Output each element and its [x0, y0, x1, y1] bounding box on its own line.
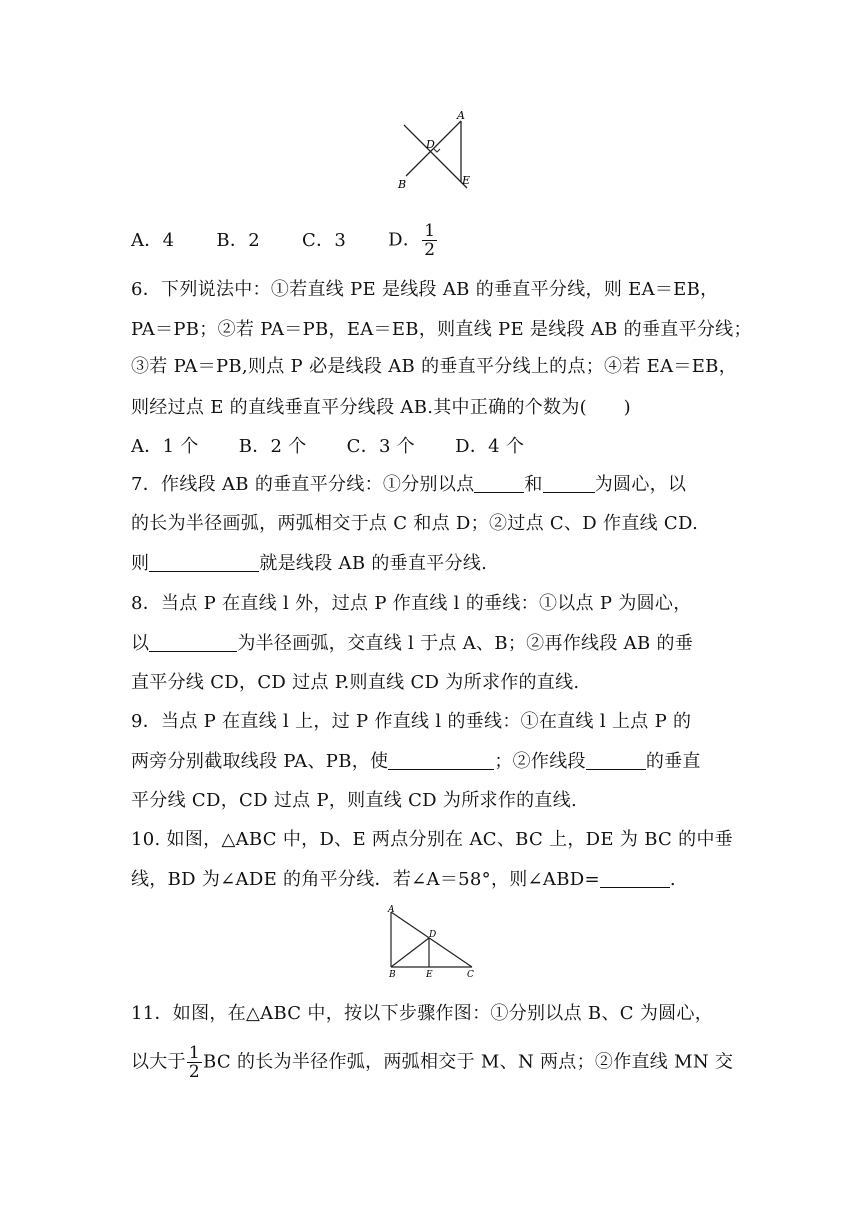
q7-line-2: 的长为半径画弧，两弧相交于点 C 和点 D；②过点 C、D 作直线 CD. — [131, 513, 699, 534]
q11-text-a: 以大于 — [131, 1051, 186, 1073]
q10-text-b: . — [669, 869, 676, 890]
q10-line-1: 10. 如图，△ABC 中，D、E 两点分别在 AC、BC 上，DE 为 BC 的中垂 — [131, 829, 734, 850]
q7-blank-2[interactable] — [543, 474, 595, 493]
fraction-one-half — [422, 222, 437, 259]
q6-options — [131, 435, 731, 459]
fraction-denominator: 2 — [188, 1062, 201, 1082]
label-d: D — [429, 930, 437, 940]
fraction-one-half — [187, 1044, 202, 1081]
q9-line-3: 平分线 CD，CD 过点 P，则直线 CD 为所求作的直线. — [131, 790, 578, 811]
q8-blank-1[interactable] — [149, 633, 237, 652]
q6-line-2: PA＝PB；②若 PA＝PB，EA＝EB，则直线 PE 是线段 AB 的垂直平分线； — [131, 319, 752, 340]
q10-text-a: 线，BD 为∠ADE 的角平分线．若∠A＝58°，则∠ABD= — [131, 869, 600, 890]
q10-line-2 — [131, 868, 731, 892]
q5-options — [131, 222, 731, 259]
q8-line-2 — [131, 632, 731, 656]
fraction-numerator: 1 — [424, 221, 436, 241]
q5-option-b: B．2 — [216, 229, 260, 251]
label-a: A — [457, 109, 465, 122]
q7-line-3 — [131, 552, 731, 576]
label-e: E — [426, 970, 433, 980]
q5-option-d — [388, 222, 438, 259]
q8-text-b: 为半径画弧，交直线 l 于点 A、B；②再作线段 AB 的垂 — [237, 633, 694, 654]
q6-option-a: A．1 个 — [131, 436, 199, 457]
q11-line-2 — [131, 1043, 734, 1082]
q7-text-d: 则 — [131, 553, 150, 574]
q11-text-b: BC 的长为半径作弧，两弧相交于 M、N 两点；②作直线 MN 交 — [203, 1051, 734, 1073]
fraction-denominator: 2 — [424, 240, 436, 260]
q7-blank-1[interactable] — [474, 474, 524, 493]
q10-blank-1[interactable] — [600, 869, 670, 888]
q11-line-1: 11．如图，在△ABC 中，按以下步骤作图：①分别以点 B、C 为圆心， — [131, 1003, 714, 1024]
fraction-numerator: 1 — [188, 1043, 201, 1063]
q9-blank-2[interactable] — [586, 751, 646, 770]
q8-text-a: 以 — [131, 633, 150, 654]
label-c: C — [467, 970, 474, 980]
label-d: D — [426, 138, 435, 151]
q6-line-3: ③若 PA＝PB,则点 P 必是线段 AB 的垂直平分线上的点；④若 EA＝EB， — [131, 356, 737, 377]
q8-line-1: 8．当点 P 在直线 l 外，过点 P 作直线 l 的垂线：①以点 P 为圆心， — [131, 593, 692, 614]
q7-blank-3[interactable] — [149, 553, 259, 572]
q6-line-4: 则经过点 E 的直线垂直平分线段 AB.其中正确的个数为( ) — [131, 397, 631, 418]
q7-text-c: 为圆心，以 — [594, 474, 687, 495]
q6-option-d: D．4 个 — [455, 436, 525, 457]
q5-option-c: C．3 — [302, 229, 347, 251]
q9-line-2 — [131, 750, 731, 774]
figure-triangle-abc — [382, 902, 482, 980]
q9-text-a: 两旁分别截取线段 PA、PB，使 — [131, 751, 389, 772]
label-a: A — [388, 905, 395, 915]
q9-text-b: ；②作线段 — [494, 751, 586, 772]
q9-line-1: 9．当点 P 在直线 l 上，过 P 作直线 l 的垂线：①在直线 l 上点 P 的 — [131, 711, 692, 732]
label-b: B — [389, 970, 396, 980]
figure-lines-ad-be — [395, 108, 485, 194]
q6-option-b: B．2 个 — [238, 436, 307, 457]
q8-line-3: 直平分线 CD，CD 过点 P.则直线 CD 为所求作的直线. — [131, 672, 580, 693]
q6-option-c: C．3 个 — [346, 436, 416, 457]
q5-option-a: A．4 — [131, 229, 175, 251]
q7-text-a: 7．作线段 AB 的垂直平分线：①分别以点 — [131, 474, 475, 495]
q7-text-b: 和 — [524, 474, 543, 495]
q6-line-1: 6．下列说法中：①若直线 PE 是线段 AB 的垂直平分线，则 EA＝EB， — [131, 279, 719, 300]
q9-blank-1[interactable] — [388, 751, 494, 770]
label-b: B — [398, 178, 407, 191]
q7-line-1 — [131, 473, 731, 497]
q5-option-d-label: D． — [388, 229, 422, 251]
q9-text-c: 的垂直 — [645, 751, 701, 772]
q7-text-e: 就是线段 AB 的垂直平分线. — [259, 553, 488, 574]
label-e: E — [462, 174, 471, 187]
